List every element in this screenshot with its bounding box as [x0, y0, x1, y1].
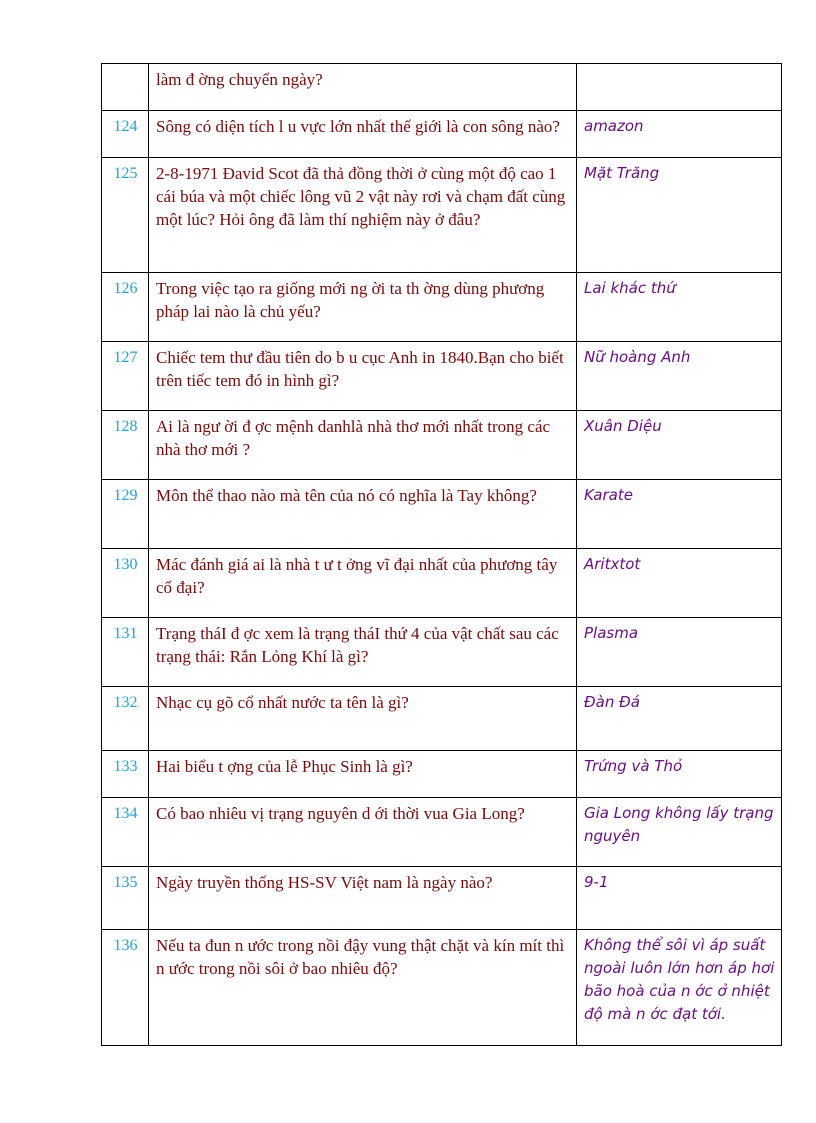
answer-text: Nữ hoàng Anh: [577, 342, 782, 411]
question-number: 136: [102, 930, 149, 1046]
question-number: 125: [102, 158, 149, 273]
table-row: [102, 618, 782, 687]
answer-text: Karate: [577, 480, 782, 549]
table-row: [102, 930, 782, 1046]
question-number: 131: [102, 618, 149, 687]
table-row: [102, 158, 782, 273]
question-number: 128: [102, 411, 149, 480]
table-row: [102, 411, 782, 480]
question-number: 129: [102, 480, 149, 549]
question-number: 126: [102, 273, 149, 342]
answer-text: Không thể sôi vì áp suất ngoài luôn lớn hơn áp hơi bão hoà của n ớc ở nhiệt độ mà n ớc đạt tới.: [577, 930, 782, 1046]
question-text: Trong việc tạo ra giống mới ng ời ta th ờng dùng phương pháp lai nào là chủ yếu?: [149, 273, 577, 342]
answer-text: Đàn Đá: [577, 687, 782, 751]
question-number: 124: [102, 111, 149, 158]
question-text: Sông có diện tích l u vực lớn nhất thế giới là con sông nào?: [149, 111, 577, 158]
answer-text: Lai khác thứ: [577, 273, 782, 342]
question-text: Nhạc cụ gõ cổ nhất nước ta tên là gì?: [149, 687, 577, 751]
quiz-table-body: [102, 64, 782, 1046]
answer-text: amazon: [577, 111, 782, 158]
question-number: [102, 64, 149, 111]
table-row: [102, 549, 782, 618]
table-row: [102, 867, 782, 930]
question-number: 134: [102, 798, 149, 867]
question-text: Môn thể thao nào mà tên của nó có nghĩa là Tay không?: [149, 480, 577, 549]
table-row: [102, 342, 782, 411]
question-number: 130: [102, 549, 149, 618]
table-row: [102, 798, 782, 867]
answer-text: Aritxtot: [577, 549, 782, 618]
question-text: Nếu ta đun n ước trong nồi đậy vung thật chặt và kín mít thì n ước trong nồi sôi ở bao nhiêu độ?: [149, 930, 577, 1046]
table-row: [102, 480, 782, 549]
question-text: Chiếc tem thư đầu tiên do b u cục Anh in 1840.Bạn cho biết trên tiếc tem đó in hình gì?: [149, 342, 577, 411]
table-row: [102, 273, 782, 342]
answer-text: 9-1: [577, 867, 782, 930]
table-row: [102, 687, 782, 751]
table-row: [102, 64, 782, 111]
answer-text: Mặt Trăng: [577, 158, 782, 273]
table-row: [102, 111, 782, 158]
question-text: Hai biểu t ợng của lễ Phục Sinh là gì?: [149, 751, 577, 798]
question-text: làm đ ờng chuyển ngày?: [149, 64, 577, 111]
question-number: 135: [102, 867, 149, 930]
question-number: 132: [102, 687, 149, 751]
answer-text: Gia Long không lấy trạng nguyên: [577, 798, 782, 867]
question-text: Ai là ngư ời đ ợc mệnh danhlà nhà thơ mới nhất trong các nhà thơ mới ?: [149, 411, 577, 480]
question-number: 133: [102, 751, 149, 798]
answer-text: Xuân Diệu: [577, 411, 782, 480]
answer-text: [577, 64, 782, 111]
question-text: Trạng tháI đ ợc xem là trạng tháI thứ 4 của vật chất sau các trạng thái: Rắn Lỏng Khí là gì?: [149, 618, 577, 687]
answer-text: Trứng và Thỏ: [577, 751, 782, 798]
question-text: 2-8-1971 Đavid Scot đã thả đồng thời ở cùng một độ cao 1 cái búa và một chiếc lông vũ 2 vật này rơi và chạm đất cùng một lúc? Hỏi ông đã làm thí nghiệm này ở đâu?: [149, 158, 577, 273]
table-row: [102, 751, 782, 798]
quiz-table: [101, 63, 782, 1046]
answer-text: Plasma: [577, 618, 782, 687]
question-text: Mác đánh giá ai là nhà t ư t ởng vĩ đại nhất của phương tây cổ đại?: [149, 549, 577, 618]
question-text: Ngày truyền thống HS-SV Việt nam là ngày nào?: [149, 867, 577, 930]
question-text: Có bao nhiêu vị trạng nguyên d ới thời vua Gia Long?: [149, 798, 577, 867]
question-number: 127: [102, 342, 149, 411]
